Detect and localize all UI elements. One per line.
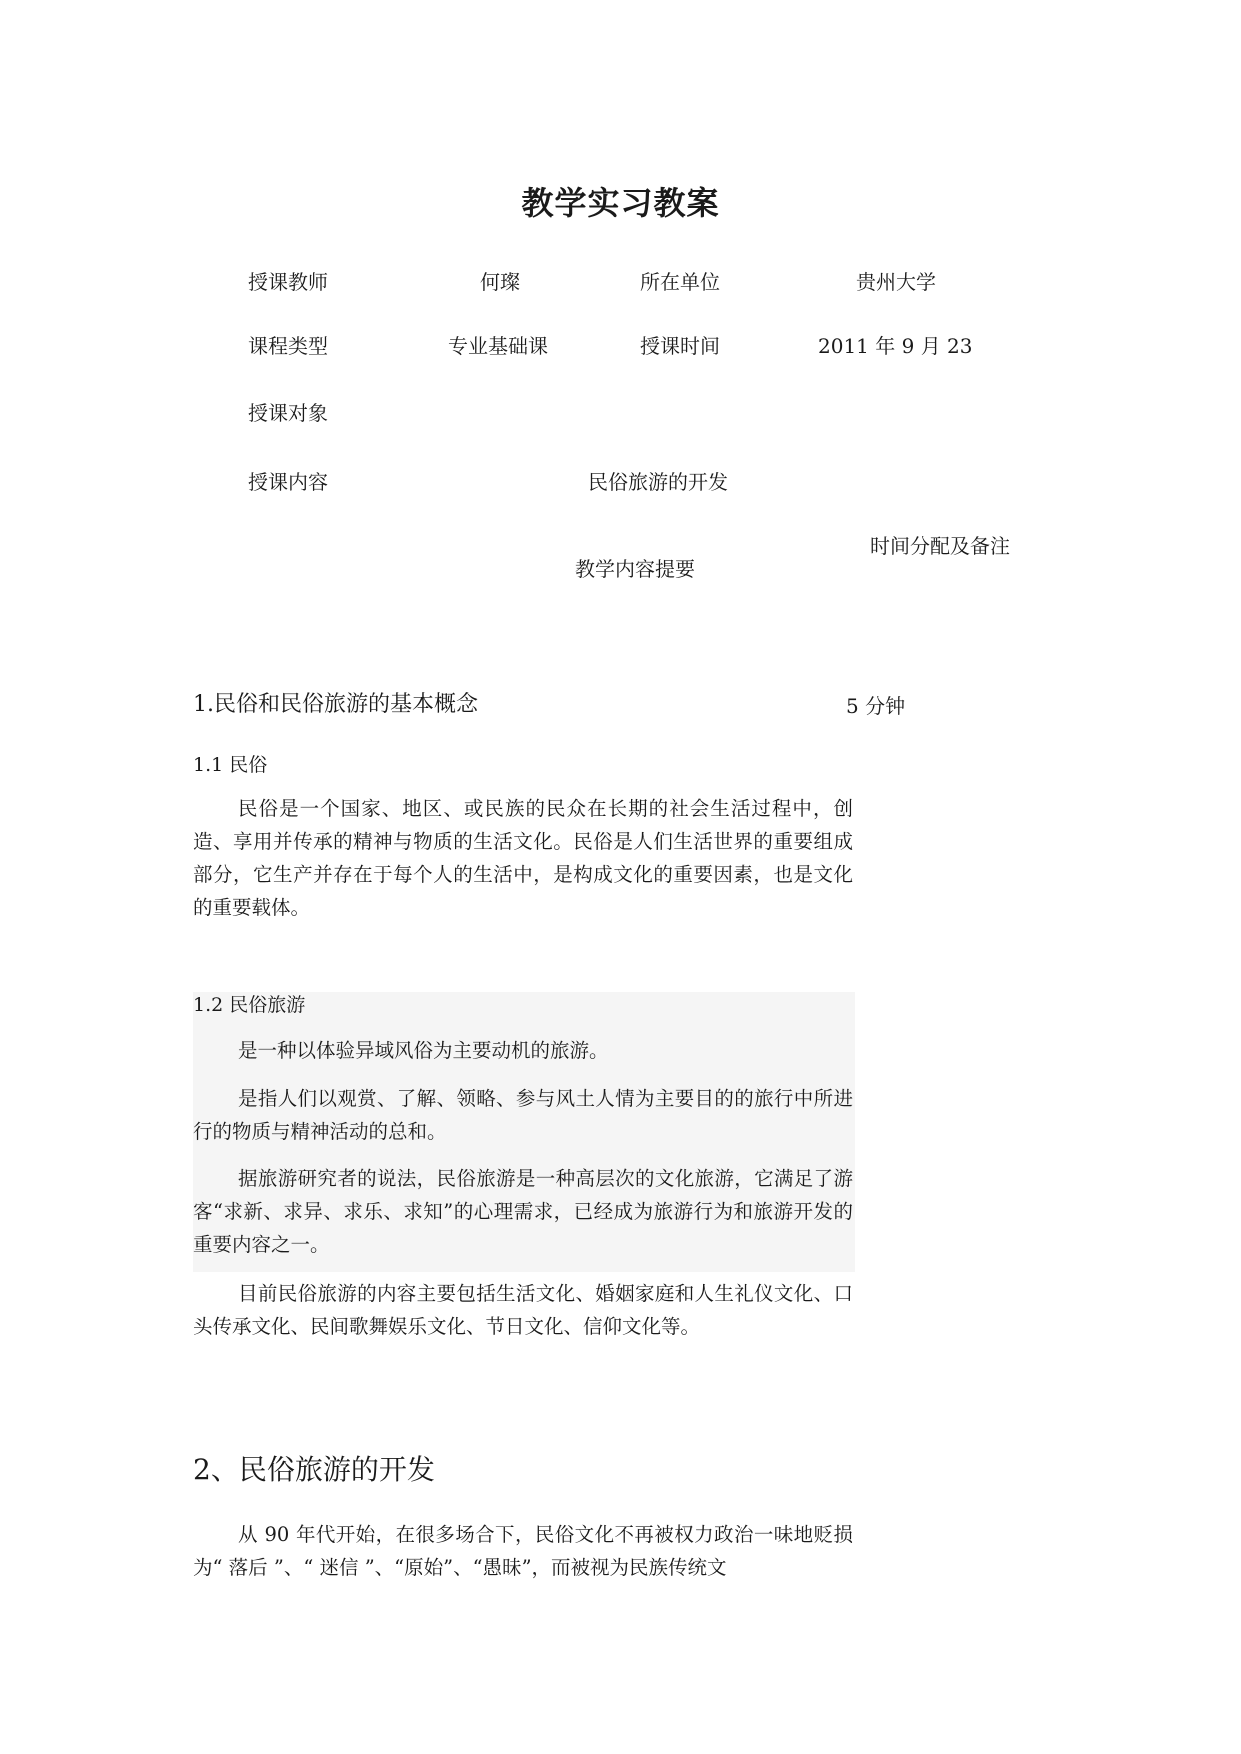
- unit-value: 贵州大学: [856, 270, 936, 294]
- course-type-value: 专业基础课: [448, 334, 548, 358]
- time-value: 2011 年 9 月 23: [818, 334, 973, 358]
- course-type-label: 课程类型: [248, 334, 328, 358]
- time-alloc-label: 时间分配及备注: [870, 534, 1010, 558]
- subsection-1-1-paragraph: 民俗是一个国家、地区、或民族的民众在长期的社会生活过程中，创造、享用并传承的精神与物质的生活文化。民俗是人们生活世界的重要组成部分，它生产并存在于每个人的生活中，是构成文化的重要因素，也是文化的重要载体。: [193, 797, 853, 919]
- section2-heading: 2、民俗旅游的开发: [193, 1453, 435, 1486]
- section1-heading: 1.民俗和民俗旅游的基本概念: [193, 692, 478, 717]
- content-label: 授课内容: [248, 470, 328, 494]
- audience-label: 授课对象: [248, 401, 328, 425]
- subsection-1-2-paragraph-2: 是指人们以观赏、了解、领略、参与风土人情为主要目的的旅行中所进行的物质与精神活动的总和。: [193, 1087, 853, 1143]
- subsection-1-2-paragraph-4: 目前民俗旅游的内容主要包括生活文化、婚姻家庭和人生礼仪文化、口头传承文化、民间歌舞娱乐文化、节日文化、信仰文化等。: [193, 1282, 853, 1338]
- section2-paragraph: 从 90 年代开始，在很多场合下，民俗文化不再被权力政治一味地贬损为“ 落后 ”、“ 迷信 ”、“原始”、“愚昧”，而被视为民族传统文: [193, 1523, 853, 1579]
- teacher-value: 何璨: [480, 270, 520, 294]
- subsection-1-2-heading: 1.2 民俗旅游: [193, 994, 306, 1016]
- subsection-1-1-heading: 1.1 民俗: [193, 754, 268, 776]
- unit-label: 所在单位: [640, 270, 720, 294]
- teacher-label: 授课教师: [248, 270, 328, 294]
- time-label: 授课时间: [640, 334, 720, 358]
- section1-time-note: 5 分钟: [846, 694, 906, 718]
- subsection-1-2-paragraph-3: 据旅游研究者的说法，民俗旅游是一种高层次的文化旅游，它满足了游客“求新、求异、求乐、求知”的心理需求，已经成为旅游行为和旅游开发的重要内容之一。: [193, 1167, 853, 1256]
- content-value: 民俗旅游的开发: [588, 470, 728, 494]
- page-title: 教学实习教案: [521, 184, 720, 222]
- outline-label: 教学内容提要: [575, 557, 695, 581]
- subsection-1-2-paragraph-1: 是一种以体验异域风俗为主要动机的旅游。: [238, 1039, 609, 1062]
